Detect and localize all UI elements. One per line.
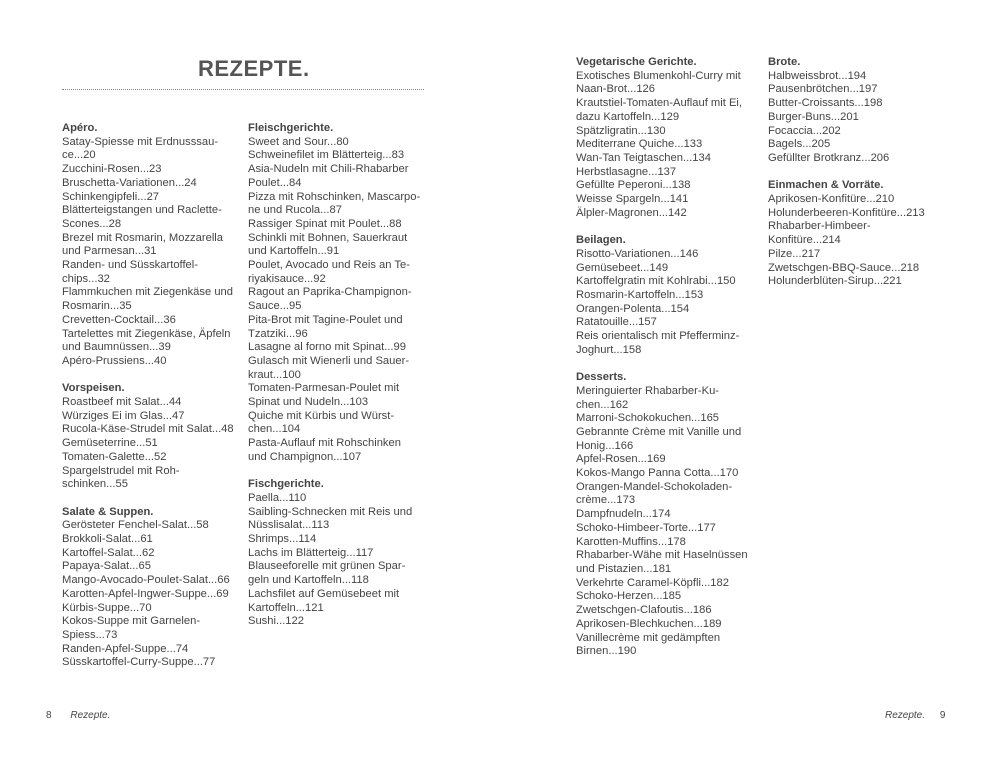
section-title: Vegetarische Gerichte. — [576, 56, 697, 68]
recipe-entry: ce...20 — [62, 149, 96, 162]
recipe-entry: Herbstlasagne...137 — [576, 165, 677, 178]
recipe-entry: Satay-Spiesse mit Erdnusssau- — [62, 135, 219, 148]
recipe-entry: Kartoffelgratin mit Kohlrabi...150 — [576, 275, 736, 288]
recipe-entry: Burger-Buns...201 — [768, 110, 859, 123]
recipe-entry: Randen- und Süsskartoffel- — [62, 259, 198, 272]
recipe-entry: Rhabarber-Himbeer- — [768, 220, 871, 233]
recipe-entry: Apfel-Rosen...169 — [576, 453, 666, 466]
recipe-entry: Gebrannte Crème mit Vanille und — [576, 425, 742, 438]
page-number-left: 8 — [46, 710, 52, 721]
toc-column-3 — [576, 56, 776, 673]
recipe-entry: Mango-Avocado-Poulet-Salat...66 — [62, 574, 230, 587]
recipe-entry: Aprikosen-Konfitüre...210 — [768, 193, 895, 206]
recipe-entry: Kartoffel-Salat...62 — [62, 546, 155, 559]
recipe-entry: Gefüllter Brotkranz...206 — [768, 151, 890, 164]
recipe-entry: Randen-Apfel-Suppe...74 — [62, 642, 189, 655]
toc-section — [576, 234, 776, 357]
recipe-entry: Honig...166 — [576, 439, 634, 452]
recipe-entry: Älpler-Magronen...142 — [576, 206, 687, 219]
recipe-entry: Sweet and Sour...80 — [248, 135, 349, 148]
section-title: Beilagen. — [576, 234, 626, 247]
recipe-entry: Schoko-Herzen...185 — [576, 590, 682, 603]
page-number-right: 9 — [939, 710, 946, 721]
recipe-entry: Pilze...217 — [768, 247, 821, 260]
recipe-entry: Poulet...84 — [248, 176, 302, 189]
recipe-entry: Krautstiel-Tomaten-Auflauf mit Ei, — [576, 97, 743, 110]
recipe-entry: kraut...100 — [248, 368, 301, 381]
recipe-entry: Schinkli mit Bohnen, Sauerkraut — [248, 231, 408, 244]
recipe-entry: und Kartoffeln...91 — [248, 245, 340, 258]
recipe-entry: Papaya-Salat...65 — [62, 560, 151, 573]
recipe-entry: Dampfnudeln...174 — [576, 508, 671, 521]
recipe-entry: Blätterteigstangen und Raclette- — [62, 204, 222, 217]
recipe-entry: Kürbis-Suppe...70 — [62, 601, 152, 614]
section-title: Apéro. — [62, 122, 98, 134]
page-title: REZEPTE. — [198, 56, 310, 81]
recipe-entry: Joghurt...158 — [576, 343, 642, 356]
recipe-entry: Gemüsebeet...149 — [576, 261, 669, 274]
section-title: Brote. — [768, 56, 801, 68]
toc-column-4 — [768, 56, 968, 303]
recipe-entry: Sauce...95 — [248, 300, 302, 313]
recipe-entry: Sushi...122 — [248, 615, 304, 628]
toc-column-1 — [62, 122, 262, 684]
recipe-entry: Rucola-Käse-Strudel mit Salat...48 — [62, 423, 234, 436]
recipe-entry: Orangen-Polenta...154 — [576, 302, 690, 315]
recipe-entry: Shrimps...114 — [248, 533, 317, 546]
footer-left — [46, 710, 110, 721]
recipe-entry: Poulet, Avocado und Reis an Te- — [248, 259, 410, 272]
recipe-entry: Kokos-Suppe mit Garnelen- — [62, 615, 201, 628]
recipe-entry: Vanillecrème mit gedämpften — [576, 631, 721, 644]
recipe-entry: riyakisauce...92 — [248, 272, 326, 285]
recipe-entry: Rhabarber-Wähe mit Haselnüssen — [576, 549, 748, 562]
recipe-entry: Asia-Nudeln mit Chili-Rhabarber — [248, 163, 409, 176]
recipe-entry: Birnen...190 — [576, 645, 637, 658]
recipe-entry: Rosmarin...35 — [62, 300, 132, 313]
recipe-entry: chen...104 — [248, 423, 301, 436]
recipe-entry: dazu Kartoffeln...129 — [576, 110, 680, 123]
recipe-entry: Risotto-Variationen...146 — [576, 247, 699, 260]
recipe-entry: Gulasch mit Wienerli und Sauer- — [248, 354, 410, 367]
recipe-entry: Paella...110 — [248, 491, 307, 504]
toc-section — [62, 122, 262, 369]
recipe-entry: und Champignon...107 — [248, 450, 362, 463]
recipe-entry: Würziges Ei im Glas...47 — [62, 409, 185, 422]
recipe-entry: Butter-Croissants...198 — [768, 97, 883, 110]
recipe-entry: Zwetschgen-BBQ-Sauce...218 — [768, 261, 920, 274]
recipe-entry: Brokkoli-Salat...61 — [62, 533, 153, 546]
recipe-entry: Nüsslisalat...113 — [248, 519, 330, 532]
recipe-entry: Spätzligratin...130 — [576, 124, 666, 137]
recipe-entry: Tzatziki...96 — [248, 327, 308, 340]
section-title: Salate & Suppen. — [62, 505, 154, 518]
recipe-entry: Schoko-Himbeer-Torte...177 — [576, 521, 716, 534]
toc-section — [62, 506, 262, 670]
recipe-entry: Rosmarin-Kartoffeln...153 — [576, 288, 704, 301]
toc-section — [768, 179, 968, 289]
recipe-entry: Weisse Spargeln...141 — [576, 193, 689, 206]
recipe-entry: Gefüllte Peperoni...138 — [576, 179, 691, 192]
toc-section — [248, 478, 428, 629]
recipe-entry: Tartelettes mit Ziegenkäse, Äpfeln — [62, 327, 231, 340]
recipe-entry: Flammkuchen mit Ziegenkäse und — [62, 286, 233, 299]
title-dotted-rule — [62, 89, 424, 90]
recipe-entry: Blauseeforelle mit grünen Spar- — [248, 560, 406, 573]
recipe-entry: ne und Rucola...87 — [248, 204, 342, 217]
recipe-entry: Konfitüre...214 — [768, 234, 841, 247]
recipe-entry: Pizza mit Rohschinken, Mascarpo- — [248, 190, 421, 203]
recipe-entry: Exotisches Blumenkohl-Curry mit — [576, 69, 741, 82]
recipe-entry: Spargelstrudel mit Roh- — [62, 464, 180, 477]
recipe-entry: und Parmesan...31 — [62, 245, 157, 258]
recipe-entry: Naan-Brot...126 — [576, 83, 655, 96]
section-title: Desserts. — [576, 371, 627, 384]
recipe-entry: Rassiger Spinat mit Poulet...88 — [248, 217, 402, 230]
recipe-entry: Brezel mit Rosmarin, Mozzarella — [62, 231, 224, 244]
recipe-entry: Wan-Tan Teigtaschen...134 — [576, 151, 711, 164]
recipe-entry: Kokos-Mango Panna Cotta...170 — [576, 467, 739, 480]
recipe-entry: schinken...55 — [62, 478, 128, 491]
recipe-entry: Gerösteter Fenchel-Salat...58 — [62, 519, 209, 532]
recipe-entry: Focaccia...202 — [768, 124, 841, 137]
recipe-entry: chen...162 — [576, 398, 629, 411]
recipe-entry: Pausenbrötchen...197 — [768, 83, 878, 96]
recipe-entry: Bruschetta-Variationen...24 — [62, 176, 197, 189]
toc-section — [576, 371, 776, 659]
recipe-entry: Holunderblüten-Sirup...221 — [768, 275, 902, 288]
recipe-entry: und Baumnüssen...39 — [62, 341, 171, 354]
recipe-entry: Karotten-Muffins...178 — [576, 535, 686, 548]
footer-label-left: Rezepte. — [70, 710, 111, 721]
section-title: Fischgerichte. — [248, 478, 324, 491]
recipe-entry: Ratatouille...157 — [576, 316, 657, 329]
recipe-entry: Lasagne al forno mit Spinat...99 — [248, 341, 406, 354]
recipe-entry: chips...32 — [62, 272, 110, 285]
recipe-entry: Crevetten-Cocktail...36 — [62, 313, 176, 326]
recipe-entry: Saibling-Schnecken mit Reis und — [248, 505, 413, 518]
recipe-entry: Marroni-Schokokuchen...165 — [576, 412, 720, 425]
recipe-entry: Zwetschgen-Clafoutis...186 — [576, 604, 712, 617]
recipe-entry: Kartoffeln...121 — [248, 601, 324, 614]
recipe-entry: Quiche mit Kürbis und Würst- — [248, 409, 395, 422]
section-title: Vorspeisen. — [62, 382, 125, 395]
recipe-entry: Karotten-Apfel-Ingwer-Suppe...69 — [62, 587, 229, 600]
recipe-entry: Mediterrane Quiche...133 — [576, 138, 703, 151]
recipe-entry: Spinat und Nudeln...103 — [248, 396, 369, 409]
recipe-entry: Tomaten-Galette...52 — [62, 450, 167, 463]
toc-section — [62, 382, 262, 492]
toc-column-2 — [248, 122, 428, 643]
recipe-entry: Lachsfilet auf Gemüsebeet mit — [248, 587, 400, 600]
footer-right — [885, 710, 945, 721]
recipe-entry: Schweinefilet im Blätterteig...83 — [248, 149, 405, 162]
recipe-entry: Süsskartoffel-Curry-Suppe...77 — [62, 656, 216, 669]
recipe-entry: crème...173 — [576, 494, 636, 507]
recipe-entry: Holunderbeeren-Konfitüre...213 — [768, 206, 925, 219]
recipe-entry: Tomaten-Parmesan-Poulet mit — [248, 382, 400, 395]
recipe-entry: Gemüseterrine...51 — [62, 437, 158, 450]
recipe-entry: Zucchini-Rosen...23 — [62, 163, 162, 176]
recipe-entry: Roastbeef mit Salat...44 — [62, 396, 182, 409]
recipe-entry: geln und Kartoffeln...118 — [248, 574, 369, 587]
recipe-entry: Reis orientalisch mit Pfefferminz- — [576, 330, 740, 343]
section-title: Fleischgerichte. — [248, 122, 334, 134]
toc-section — [768, 56, 968, 166]
recipe-entry: Apéro-Prussiens...40 — [62, 354, 167, 367]
recipe-entry: Meringuierter Rhabarber-Ku- — [576, 384, 720, 397]
recipe-entry: Pasta-Auflauf mit Rohschinken — [248, 437, 401, 450]
recipe-entry: Spiess...73 — [62, 628, 118, 641]
toc-section — [576, 56, 776, 220]
recipe-entry: und Pistazien...181 — [576, 562, 672, 575]
recipe-entry: Aprikosen-Blechkuchen...189 — [576, 617, 722, 630]
recipe-entry: Orangen-Mandel-Schokoladen- — [576, 480, 733, 493]
recipe-entry: Bagels...205 — [768, 138, 831, 151]
recipe-entry: Halbweissbrot...194 — [768, 69, 867, 82]
section-title: Einmachen & Vorräte. — [768, 179, 884, 192]
recipe-entry: Ragout an Paprika-Champignon- — [248, 286, 412, 299]
recipe-entry: Schinkengipfeli...27 — [62, 190, 160, 203]
recipe-entry: Scones...28 — [62, 217, 122, 230]
recipe-entry: Pita-Brot mit Tagine-Poulet und — [248, 313, 403, 326]
recipe-entry: Verkehrte Caramel-Köpfli...182 — [576, 576, 729, 589]
toc-section — [248, 122, 428, 465]
footer-label-right: Rezepte. — [885, 710, 926, 721]
recipe-entry: Lachs im Blätterteig...117 — [248, 546, 374, 559]
